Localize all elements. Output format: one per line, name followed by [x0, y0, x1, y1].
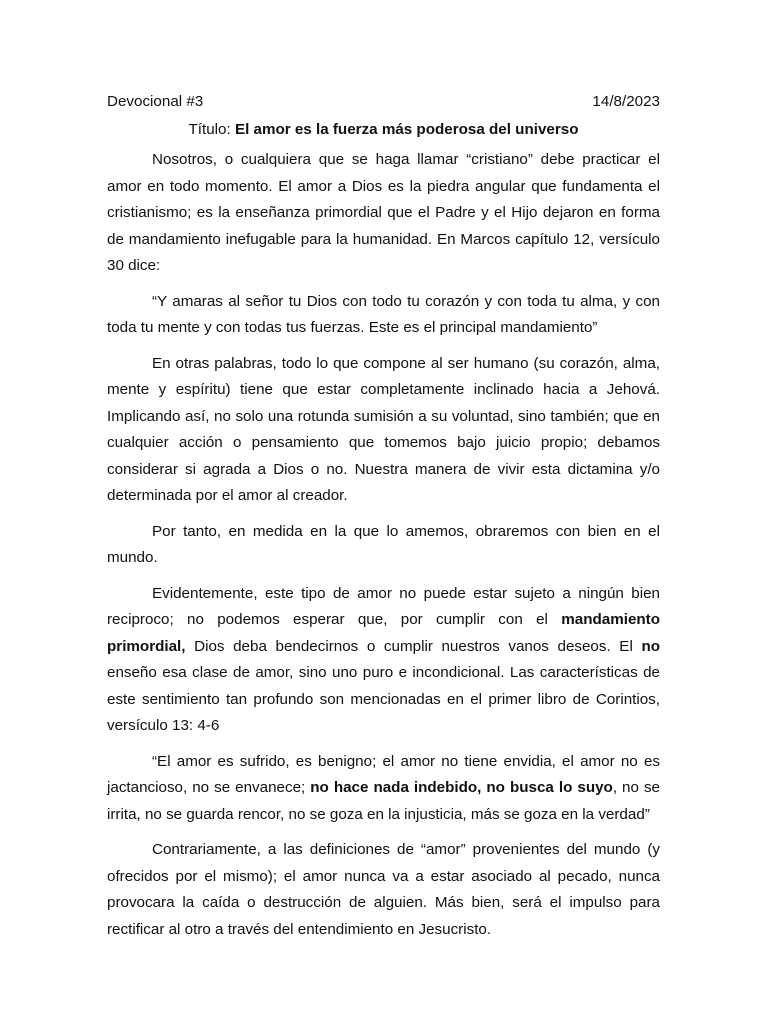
paragraph-7: Contrariamente, a las definiciones de “amor” provenientes del mundo (y ofrecidos por el mismo); el amor nunca va a estar asociado al pecado, nunca provocara la caída o destrucción de alguien. Más bien, será el impulso para rectificar al otro a través del entendimiento en Jesucristo.: [107, 841, 660, 938]
paragraph-5-bold-mandamiento: mandamiento primordial,: [107, 611, 660, 655]
title-text: El amor es la fuerza más poderosa del universo: [234, 121, 579, 138]
document-date: 14/8/2023: [592, 93, 660, 110]
paragraph-2-quote: “Y amaras al señor tu Dios con todo tu corazón y con toda tu alma, y con toda tu mente y con todas tus fuerzas. Este es el principal mandamiento”: [107, 292, 660, 336]
paragraph-6-bold: no hace nada indebido, no busca lo suyo: [310, 779, 613, 796]
paragraph-5-part-c: Dios deba bendecirnos o cumplir nuestros vanos deseos. El: [185, 637, 642, 655]
paragraph-5-bold-no: no: [641, 637, 660, 655]
document-header: [107, 91, 660, 113]
document-title: [107, 119, 660, 141]
paragraph-6-quote: [107, 749, 660, 829]
paragraph-5-part-e: enseño esa clase de amor, sino uno puro e incondicional. Las características de este sentimiento tan profundo son mencionadas en el primer libro de Corintios, versículo 13: 4-6: [107, 664, 660, 734]
paragraph-5-part-a: Evidentemente, este tipo de amor no puede estar sujeto a ningún bien reciproco; no podemos esperar que, por cumplir con el: [107, 584, 660, 628]
title-prefix: Título:: [188, 121, 235, 138]
paragraph-4: Por tanto, en medida en la que lo amemos, obraremos con bien en el mundo.: [107, 522, 660, 566]
devotional-label: Devocional #3: [107, 93, 204, 110]
paragraph-6-part-c: , no se irrita, no se guarda rencor, no se goza en la injusticia, más se goza en la verdad”: [107, 779, 660, 823]
paragraph-3: En otras palabras, todo lo que compone al ser humano (su corazón, alma, mente y espíritu) tiene que estar completamente inclinado hacia a Jehová. Implicando así, no solo una rotunda sumisión a su voluntad, sino también; que en cualquier acción o pensamiento que tomemos bajo juicio propio; debamos considerar si agrada a Dios o no. Nuestra manera de vivir esta dictamina y/o determinada por el amor al creador.: [107, 354, 660, 504]
paragraph-5: [107, 581, 660, 740]
paragraph-6-part-a: “El amor es sufrido, es benigno; el amor no tiene envidia, el amor no es jactancioso, no se envanece;: [107, 752, 660, 796]
paragraph-1: Nosotros, o cualquiera que se haga llamar “cristiano” debe practicar el amor en todo momento. El amor a Dios es la piedra angular que fundamenta el cristianismo; es la enseñanza primordial que el Padre y el Hijo dejaron en forma de mandamiento inefugable para la humanidad. En Marcos capítulo 12, versículo 30 dice:: [107, 151, 660, 274]
document-body: [107, 91, 660, 943]
